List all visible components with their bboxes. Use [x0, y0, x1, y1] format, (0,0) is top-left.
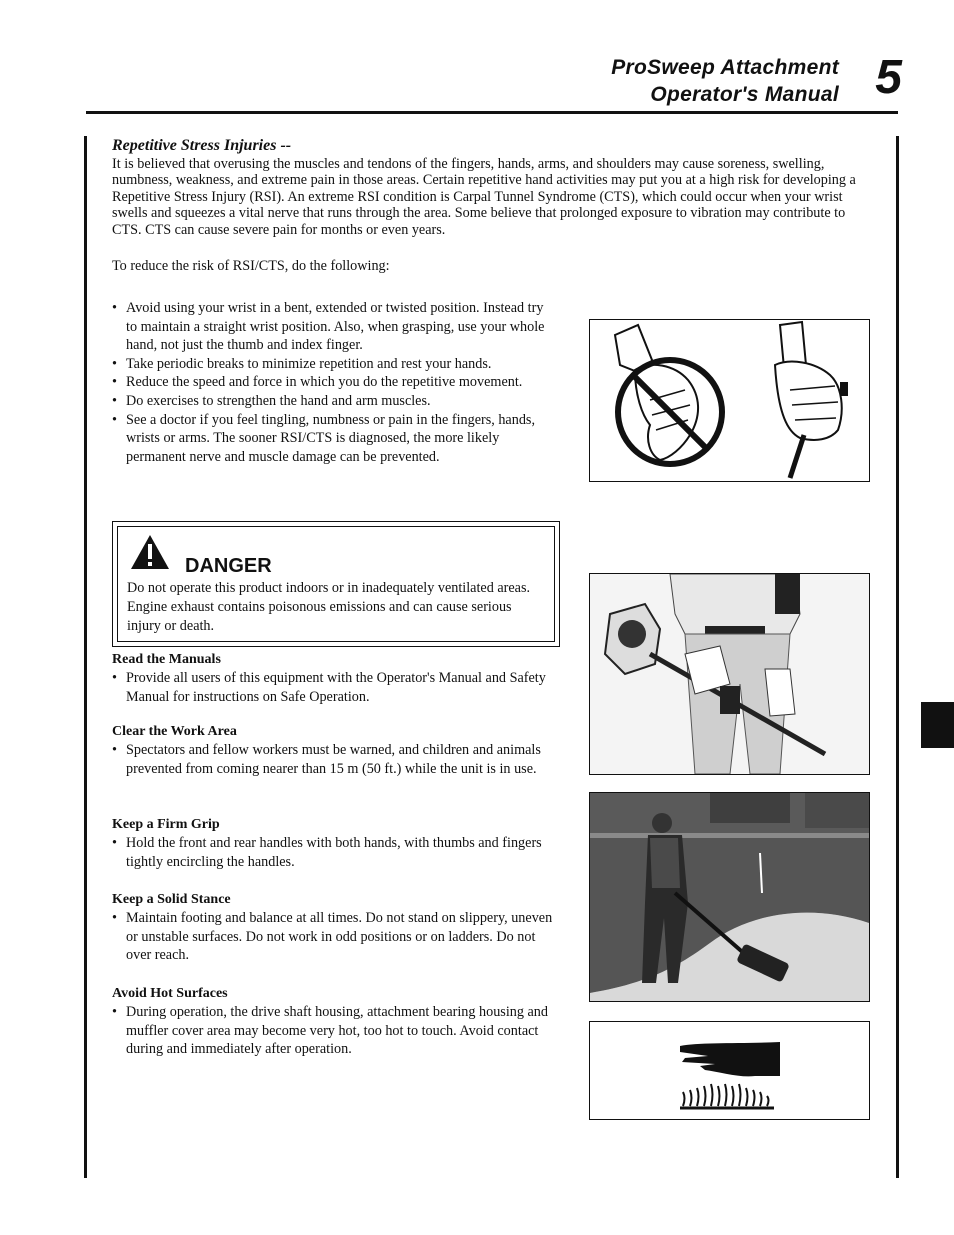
- section-heading: Keep a Firm Grip: [112, 817, 220, 832]
- section-clear-work-area: [112, 723, 557, 778]
- header-rule: [86, 111, 898, 114]
- danger-text: Do not operate this product indoors or in inadequately ventilated areas. Engine exhaust contains poisonous emissions and can cause serious injury or death.: [127, 580, 531, 634]
- operator-sweeping-icon: [590, 793, 869, 1001]
- rsi-reduce-intro: To reduce the risk of RSI/CTS, do the following:: [112, 258, 390, 274]
- rsi-paragraph: It is believed that overusing the muscles and tendons of the fingers, hands, arms, and shoulders may cause soreness, swelling, numbness, weakness, and extreme pain in those areas. Certain repetitive hand activities may put you at a high risk for developing a Repetitive Stress Injury (RSI). An extreme RSI condition is Carpal Tunnel Syndrome (CTS), which could occur when your wrist swells and squeezes a vital nerve that runs through the area. Some believe that prolonged exposure to vibration may contribute to CTS. CTS can cause severe pain for months or even years.: [112, 156, 856, 238]
- list-item: • See a doctor if you feel tingling, numbness or pain in the fingers, hands, wrists or arms. The sooner RSI/CTS is diagnosed, the more likely permanent nerve and muscle damage can be prevented.: [112, 411, 557, 467]
- left-margin-rule: [84, 136, 87, 1178]
- list-item: • Do exercises to strengthen the hand and arm muscles.: [112, 392, 557, 411]
- right-margin-rule: [896, 136, 899, 1178]
- danger-notice: [112, 521, 560, 647]
- rsi-bullet-list: [112, 299, 557, 466]
- list-item: • During operation, the drive shaft housing, attachment bearing housing and muffler cover area may become very hot, too hot to touch. Avoid contact during and immediately after operation.: [112, 1003, 557, 1059]
- section-read-manuals: [112, 651, 557, 706]
- title-line-2: Operator's Manual: [650, 83, 839, 106]
- section-firm-grip: [112, 816, 557, 871]
- hot-surface-hand-icon: [590, 1022, 869, 1119]
- list-item: • Maintain footing and balance at all times. Do not stand on slippery, uneven or unstable surfaces. Do not work in odd positions or on ladders. Do not over reach.: [112, 909, 557, 965]
- operator-grip-figure: [589, 573, 870, 775]
- section-solid-stance: [112, 891, 557, 965]
- danger-label: DANGER: [185, 555, 272, 577]
- list-item: • Reduce the speed and force in which you do the repetitive movement.: [112, 373, 557, 392]
- page-number: 5: [875, 51, 902, 104]
- section-heading: Avoid Hot Surfaces: [112, 986, 228, 1001]
- list-item: • Avoid using your wrist in a bent, extended or twisted position. Instead try to maintain a straight wrist position. Also, when grasping, use your whole hand, not just the thumb and index finger.: [112, 299, 557, 355]
- section-heading: Read the Manuals: [112, 652, 221, 667]
- title-line-1: ProSweep Attachment: [611, 56, 839, 79]
- list-item: • Take periodic breaks to minimize repetition and rest your hands.: [112, 355, 557, 374]
- operator-sweeping-figure: [589, 792, 870, 1002]
- list-item: • Spectators and fellow workers must be warned, and children and animals prevented from coming nearer than 15 m (50 ft.) while the unit is in use.: [112, 741, 557, 778]
- section-tab-marker: [921, 702, 954, 748]
- hot-surface-figure: [589, 1021, 870, 1120]
- warning-triangle-icon: [130, 534, 170, 570]
- section-hot-surfaces: [112, 985, 557, 1059]
- section-heading: Keep a Solid Stance: [112, 892, 231, 907]
- list-item: • Provide all users of this equipment with the Operator's Manual and Safety Manual for instructions on Safe Operation.: [112, 669, 557, 706]
- section-heading: Clear the Work Area: [112, 724, 237, 739]
- danger-inner-frame: [117, 526, 555, 642]
- document-title: [611, 54, 839, 108]
- rsi-heading: Repetitive Stress Injuries --: [112, 137, 292, 154]
- wrist-position-icon: [590, 320, 869, 481]
- wrist-position-figure: [589, 319, 870, 482]
- list-item: • Hold the front and rear handles with both hands, with thumbs and fingers tightly encircling the handles.: [112, 834, 557, 871]
- operator-holding-unit-icon: [590, 574, 869, 774]
